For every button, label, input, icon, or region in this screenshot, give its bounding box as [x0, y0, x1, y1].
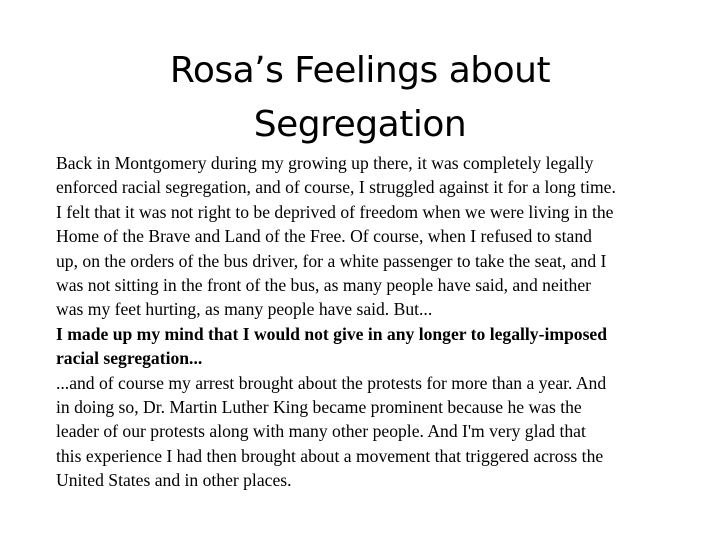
slide-title-line-2: Segregation: [253, 104, 467, 145]
body-paragraph-conclusion: ...and of course my arrest brought about the protests for more than a year. And in doing so, Dr. Martin Luther King became prominent because he was the leader of our protests along with many other people. And I'm very glad that this experience I had then brought about a movement that triggered across the United States and in other places.: [56, 372, 607, 491]
slide-title-line-1: Rosa’s Feelings about: [169, 50, 551, 91]
body-paragraph-intro: Back in Montgomery during my growing up there, it was completely legally enforced racial segregation, and of course, I struggled against it for a long time. I felt that it was not right to be deprived of freedom when we were living in the Home of the Brave and Land of the Free. Of course, when I refused to stand up, on the orders of the bus driver, for a white passenger to take the seat, and I was not sitting in the front of the bus, as many people have said, and neither was my feet hurting, as many people have said. But...: [56, 153, 616, 320]
slide-title: [0, 44, 720, 152]
body-paragraph-emphasis: I made up my mind that I would not give in any longer to legally-imposed racial segregation...: [56, 323, 608, 369]
slide-body: [56, 151, 696, 493]
